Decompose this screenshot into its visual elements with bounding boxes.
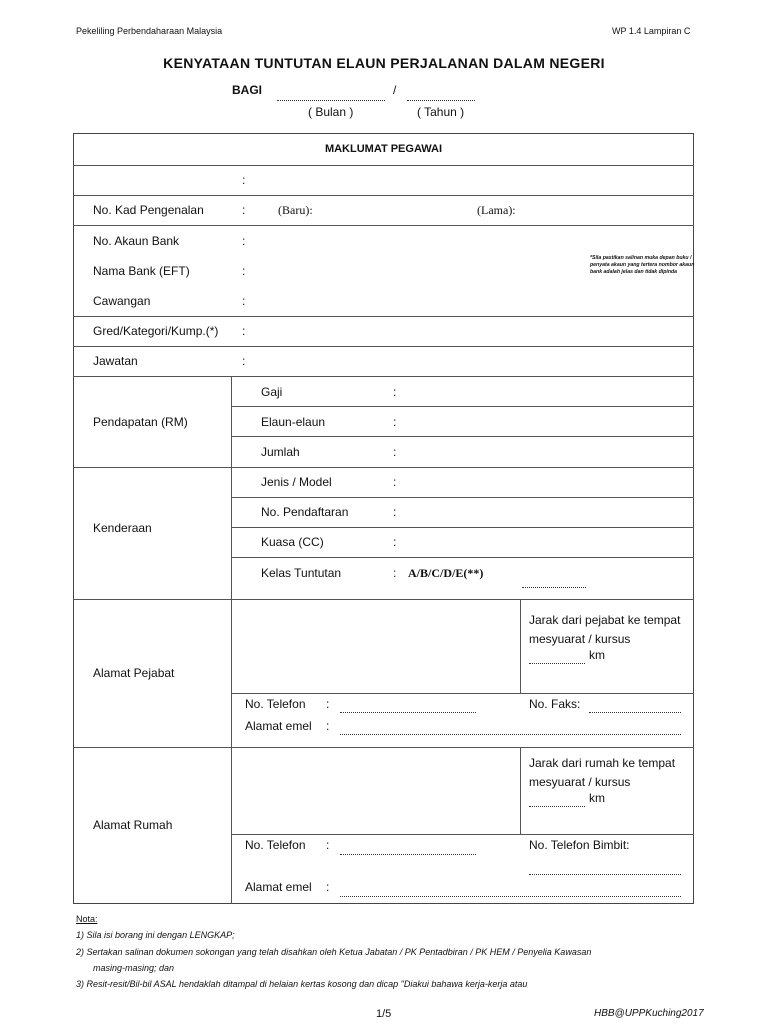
- bulan-caption: ( Bulan ): [308, 105, 354, 119]
- rumah-telefon-field[interactable]: [340, 854, 476, 855]
- elaun-label: Elaun-elaun: [261, 415, 326, 429]
- alamat-pejabat-field[interactable]: [235, 603, 515, 689]
- pendaftaran-label: No. Pendaftaran: [261, 505, 349, 519]
- kuasa-field[interactable]: [402, 531, 687, 553]
- note-3: 3) Resit-resit/Bil-bil ASAL hendaklah ditampal di helaian kertas kosong dan dicap "Diakui bahawa kerja-kerja atau: [76, 979, 528, 989]
- page-title: KENYATAAN TUNTUTAN ELAUN PERJALANAN DALAM NEGERI: [163, 55, 605, 71]
- ic-baru-field[interactable]: [320, 198, 470, 222]
- gred-field[interactable]: [250, 320, 690, 342]
- pejabat-telefon-colon: :: [326, 697, 330, 711]
- bimbit-field[interactable]: [529, 874, 681, 875]
- kenderaan-label: Kenderaan: [93, 521, 152, 535]
- cawangan-field[interactable]: [250, 290, 580, 312]
- pejabat-emel-colon: :: [326, 719, 330, 733]
- jarak-rumah-km: km: [589, 791, 605, 805]
- jenis-colon: :: [393, 475, 397, 489]
- gaji-field[interactable]: [402, 380, 687, 402]
- jawatan-label: Jawatan: [93, 354, 138, 368]
- rumah-telefon-colon: :: [326, 838, 330, 852]
- pejabat-telefon-field[interactable]: [340, 712, 476, 713]
- gaji-label: Gaji: [261, 385, 283, 399]
- alamat-rumah-field[interactable]: [235, 751, 515, 831]
- ic-lama-label: (Lama):: [477, 203, 516, 217]
- ic-colon: :: [242, 203, 246, 217]
- kuasa-label: Kuasa (CC): [261, 535, 324, 549]
- akaun-colon: :: [242, 234, 246, 248]
- cawangan-colon: :: [242, 294, 246, 308]
- jarak-rumah-field[interactable]: [529, 806, 585, 807]
- bank-note: *Sila pastikan salinan muka depan buku / penyata akaun yang tertera nombor akaun bank adalah jelas dan tidak dipinda: [590, 255, 695, 275]
- jawatan-field[interactable]: [250, 350, 690, 372]
- pejabat-telefon-label: No. Telefon: [245, 697, 306, 711]
- jarak-pejabat-field[interactable]: [529, 663, 585, 664]
- jenis-field[interactable]: [402, 471, 687, 493]
- tahun-caption: ( Tahun ): [417, 105, 465, 119]
- period-slash: /: [393, 83, 397, 97]
- jarak-pejabat-line2: mesyuarat / kursus: [529, 632, 631, 646]
- faks-label: No. Faks:: [529, 697, 581, 711]
- jarak-rumah-line2: mesyuarat / kursus: [529, 775, 631, 789]
- gaji-colon: :: [393, 385, 397, 399]
- kelas-label: Kelas Tuntutan: [261, 566, 342, 580]
- note-1: 1) Sila isi borang ini dengan LENGKAP;: [76, 930, 235, 940]
- rumah-emel-colon: :: [326, 880, 330, 894]
- jumlah-colon: :: [393, 445, 397, 459]
- name-field[interactable]: [250, 168, 690, 192]
- notes-heading: Nota:: [76, 914, 98, 924]
- ic-label: No. Kad Pengenalan: [93, 203, 204, 217]
- bimbit-label: No. Telefon Bimbit:: [529, 838, 630, 852]
- jawatan-colon: :: [242, 354, 246, 368]
- jarak-pejabat-line1: Jarak dari pejabat ke tempat: [529, 613, 681, 627]
- cawangan-label: Cawangan: [93, 294, 151, 308]
- jumlah-field[interactable]: [402, 440, 687, 462]
- faks-field[interactable]: [589, 712, 681, 713]
- bagi-label: BAGI: [232, 83, 262, 97]
- alamat-rumah-label: Alamat Rumah: [93, 818, 173, 832]
- page-number: 1/5: [376, 1008, 392, 1020]
- footer-credit: HBB@UPPKuching2017: [594, 1008, 704, 1019]
- kelas-field[interactable]: [522, 587, 586, 588]
- rumah-telefon-label: No. Telefon: [245, 838, 306, 852]
- bank-field[interactable]: [250, 260, 580, 282]
- jumlah-label: Jumlah: [261, 445, 300, 459]
- akaun-label: No. Akaun Bank: [93, 234, 180, 248]
- jarak-pejabat-km: km: [589, 648, 605, 662]
- rumah-emel-label: Alamat emel: [245, 880, 312, 894]
- name-colon: :: [242, 173, 246, 187]
- ic-baru-label: (Baru):: [278, 203, 313, 217]
- kelas-colon: :: [393, 566, 397, 580]
- pendaftaran-field[interactable]: [402, 501, 687, 523]
- bulan-field[interactable]: [277, 100, 385, 101]
- pendapatan-label: Pendapatan (RM): [93, 415, 188, 429]
- bank-label: Nama Bank (EFT): [93, 264, 190, 278]
- bank-colon: :: [242, 264, 246, 278]
- gred-colon: :: [242, 324, 246, 338]
- pejabat-emel-field[interactable]: [340, 734, 681, 735]
- pendaftaran-colon: :: [393, 505, 397, 519]
- tahun-field[interactable]: [407, 100, 475, 101]
- rumah-emel-field[interactable]: [340, 896, 681, 897]
- section-title: MAKLUMAT PEGAWAI: [324, 143, 443, 155]
- gred-label: Gred/Kategori/Kump.(*): [93, 324, 219, 338]
- kuasa-colon: :: [393, 535, 397, 549]
- elaun-colon: :: [393, 415, 397, 429]
- note-2: 2) Sertakan salinan dokumen sokongan yang telah disahkan oleh Ketua Jabatan / PK Pentadbiran / PK HEM / Penyelia Kawasan: [76, 947, 592, 957]
- pejabat-emel-label: Alamat emel: [245, 719, 312, 733]
- alamat-pejabat-label: Alamat Pejabat: [93, 666, 175, 680]
- kelas-value: A/B/C/D/E(**): [408, 566, 484, 580]
- akaun-field[interactable]: [250, 230, 580, 252]
- jarak-rumah-line1: Jarak dari rumah ke tempat: [529, 756, 676, 770]
- elaun-field[interactable]: [402, 410, 687, 432]
- header-right: WP 1.4 Lampiran C: [612, 26, 691, 36]
- header-left: Pekeliling Perbendaharaan Malaysia: [76, 26, 223, 36]
- ic-lama-field[interactable]: [522, 198, 687, 222]
- jenis-label: Jenis / Model: [261, 475, 332, 489]
- note-2-cont: masing-masing; dan: [93, 963, 175, 973]
